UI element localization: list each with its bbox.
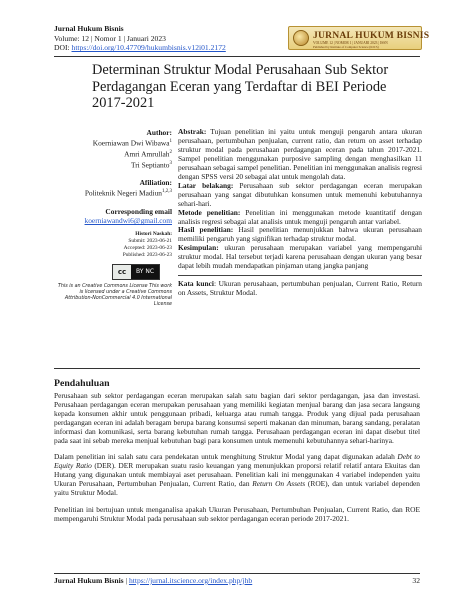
kesimpulan-paragraph xyxy=(178,244,422,271)
body-paragraph-2 xyxy=(54,453,420,498)
history-accepted: Accepted: 2023-06-23 xyxy=(123,244,172,251)
affiliation-text: Politeknik Negeri Madiun xyxy=(84,188,162,198)
header-divider xyxy=(54,56,420,57)
latar-text: Perusahaan sub sektor perdagangan eceran merupakan perusahaan yang sangat dibutuhkan konsumen untuk memenuhi kebutuhannya sehari-hari. xyxy=(178,180,422,208)
keywords-text: : Ukuran perusahaan, pertumbuhan penjualan, Current Ratio, Return on Assets, Struktur Modal. xyxy=(178,279,422,298)
author-sup: 1 xyxy=(169,139,172,145)
author-info-column xyxy=(54,128,172,308)
doi-label: DOI: xyxy=(54,43,72,53)
author-name: Koerniawan Dwi Wibawa xyxy=(92,138,170,148)
seal-icon xyxy=(293,30,309,46)
affiliation-label: Afiliation: xyxy=(139,178,172,188)
history-published: Published: 2023-06-23 xyxy=(122,251,172,258)
hasil-paragraph xyxy=(178,226,422,244)
italic-term: Return On Assets xyxy=(252,479,306,489)
abstract-divider xyxy=(54,368,420,369)
metode-text: Penelitian ini menggunakan metode kuantitatif dengan analisis regresi sebagai alat analisis untuk menguji pengaruh antar variabel. xyxy=(178,207,422,226)
issue-info: Volume: 12 | Nomor 1 | Januari 2023 xyxy=(54,33,166,43)
footer-journal: Jurnal Hukum Bisnis xyxy=(54,576,124,585)
section-heading: Pendahuluan xyxy=(54,378,110,389)
author-1 xyxy=(54,137,172,148)
paper-title: Determinan Struktur Modal Perusahaan Sub Sektor Perdagangan Eceran yang Terdaftar di BEI Periode 2017-2021 xyxy=(92,62,389,112)
page-footer xyxy=(54,576,420,585)
journal-header xyxy=(54,24,284,53)
abstrak-text: Tujuan penelitian ini yaitu untuk menguji pengaruh antara ukuran perusahaan, pertumbuhan penjualan, current ratio, dan return on asset terhadap struktur modal pada perusahaan perdagangan eceran pada tahun 2017-2021. Sampel penelitian menggunakan purposive sampling dengan menghasilkan 11 perusahaan sebagai sampel penelitian. Penelitian ini menggunakan analisis regresi dengan SPSS versi 20 sebagai alat untuk mengolah data. xyxy=(178,127,422,181)
keywords-label: Kata kunci xyxy=(178,279,214,289)
text-run: (DER). DER merupakan suatu rasio keuangan yang menunjukkan proporsi relatif relatif antara Ekuitas dan Hutang yang digunakan untuk membiayai aset perusahaan. Penelitian kali ini menggunakan 4 variabel independen yaitu Ukuran Perusahaan, Pertumbuhan Penjualan, Current Ratio, dan xyxy=(54,461,420,489)
manuscript-history xyxy=(54,231,172,259)
logo-title: JURNAL HUKUM BISNIS xyxy=(313,30,430,41)
cc-icon: cc xyxy=(113,265,131,279)
by-nc-icon: BY NC xyxy=(131,265,159,279)
email-label: Corresponding email xyxy=(105,207,172,217)
author-name: Amri Amrullah xyxy=(124,149,170,159)
latar-label: Latar belakang: xyxy=(178,180,234,190)
keywords-paragraph xyxy=(178,280,422,298)
metode-paragraph xyxy=(178,209,422,227)
cc-license-badge[interactable] xyxy=(112,264,160,280)
license-text: This is an Creative Commons License This work is licensed under a Creative Commons Attribution-NonCommercial 4.0 International License xyxy=(57,283,172,308)
affiliation xyxy=(54,187,172,198)
history-submit: Submit: 2023-06-21 xyxy=(128,237,172,244)
hasil-text: Hasil penelitian menunjukkan bahwa ukuran perusahaan memiliki pengaruh yang signifikan terhadap struktur modal. xyxy=(178,225,422,244)
author-sup: 3 xyxy=(169,160,172,166)
footer-separator: | xyxy=(123,576,129,585)
abstract-block xyxy=(178,128,422,298)
logo-subtitle-2: Published by Institute of Computer Science (IOCS) xyxy=(313,45,379,49)
hasil-label: Hasil penelitian: xyxy=(178,225,234,235)
footer-divider xyxy=(54,573,420,574)
kesimpulan-text: ukuran perusahaan merupakan variabel yang mempengaruhi struktur modal. Hal tersebut terjadi karena perusahaan dengan ukuran yang besar dapat lebih mudah mendapatkan pinjaman utang jangka panjang xyxy=(178,243,422,271)
journal-logo xyxy=(288,26,430,50)
keywords-divider xyxy=(178,275,422,298)
author-name: Tri Septianto xyxy=(130,160,170,170)
text-run: Dalam penelitian ini salah satu cara pendekatan untuk menghitung Struktur Modal yang dapat digunakan adalah xyxy=(54,452,398,462)
doi-link[interactable]: https://doi.org/10.47709/hukumbisnis.v12i01.2172 xyxy=(71,43,226,53)
journal-name: Jurnal Hukum Bisnis xyxy=(54,24,124,33)
doi-line xyxy=(54,43,284,53)
abstrak-label: Abstrak: xyxy=(178,127,207,136)
author-3 xyxy=(54,159,172,170)
body-paragraph-3: Penelitian ini bertujuan untuk menganalisa apakah Ukuran Perusahaan, Pertumbuhan Penjualan, Current Ratio, dan ROE mempengaruhi Struktur Modal pada perusahaan sub sektor perdagangan eceran periode 2017-2021. xyxy=(54,504,420,523)
text-run: (ROE), dan untuk variabel dependen yaitu Struktur Modal. xyxy=(54,479,420,498)
author-label: Author: xyxy=(146,128,172,137)
italic-term: Debt to Equity Ratio xyxy=(54,452,420,471)
footer-url[interactable]: https://jurnal.itscience.org/index.php/jhb xyxy=(128,576,253,585)
abstrak-paragraph xyxy=(178,128,422,182)
metode-label: Metode penelitian: xyxy=(178,207,241,217)
author-sup: 2 xyxy=(169,149,172,155)
latar-paragraph xyxy=(178,182,422,209)
page-number: 32 xyxy=(412,576,420,585)
history-label: Histori Naskah: xyxy=(135,230,172,237)
affiliation-sup: 1,2,3 xyxy=(162,189,172,195)
author-2 xyxy=(54,148,172,159)
email-link[interactable]: koerniawandwi6@gmail.com xyxy=(84,216,172,226)
body-text xyxy=(54,392,420,532)
kesimpulan-label: Kesimpulan: xyxy=(178,243,219,253)
body-paragraph-1: Perusahaan sub sektor perdagangan eceran merupakan salah satu bagian dari sektor perdagangan, jasa dan investasi. Perusahaan perdagangan eceran merupakan perusahaan yang memiliki kegiatan menjual barang dan jasa secara langsung kepada konsumen akhir untuk penggunaan pribadi, keluarga atau rumah tangga. Produk yang dijual pada perusahaan perdagangan eceran ini adalah beragam berupa barang konsumsi seperti makanan dan minuman, barang sandang, peralatan informasi dan komunikasi, serta barang kebutuhan rumah tangga. Perusahaan perdagangan eceran ini dapat disebut titel pada saat ini sebab mereka menjual kebutuhan bagi para konsumen untuk memenuhi kebutuhannya sehari-harinya. xyxy=(54,391,420,445)
logo-subtitle: VOLUME 12 | NOMOR 1 | JANUARI 2023 | ISSN xyxy=(313,41,388,45)
